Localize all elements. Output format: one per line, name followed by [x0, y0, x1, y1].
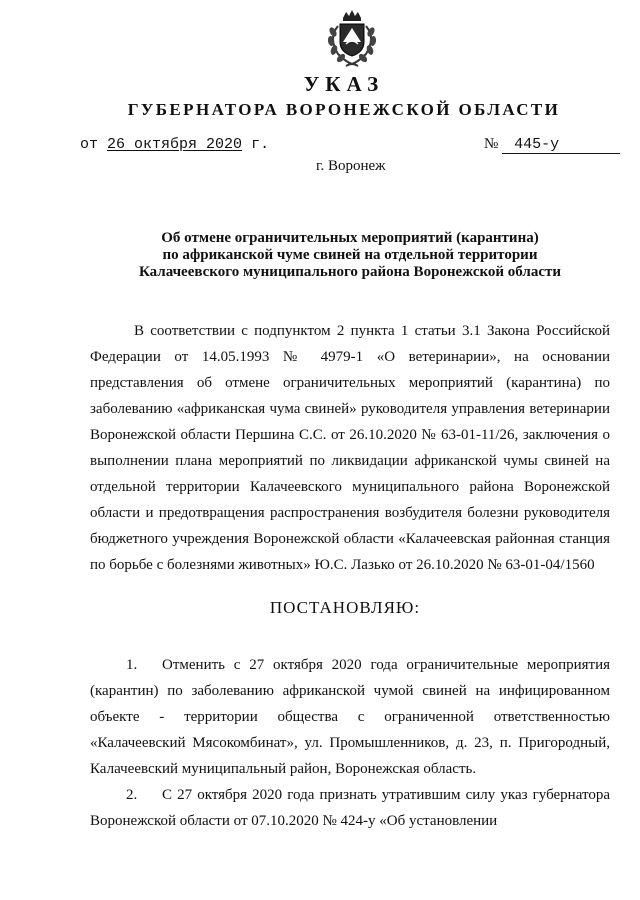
- document-title: УКАЗ: [303, 72, 385, 96]
- document-subject: [90, 230, 610, 281]
- date-suffix: г.: [251, 136, 270, 153]
- document-subtitle: ГУБЕРНАТОРА ВОРОНЕЖСКОЙ ОБЛАСТИ: [127, 100, 561, 119]
- decree-word: ПОСТАНОВЛЯЮ:: [269, 598, 421, 617]
- item-number: 1.: [126, 657, 138, 673]
- subject-line: по африканской чуме свиней на отдельной территории: [162, 247, 538, 263]
- date-prefix: от: [80, 136, 99, 153]
- subject-line: Об отмене ограничительных мероприятий (карантина): [161, 230, 539, 246]
- list-item: [90, 652, 610, 782]
- subject-line: Калачеевского муниципального района Воронежской области: [138, 264, 562, 280]
- voronezh-coat-of-arms-icon: [316, 8, 388, 72]
- date-line: [80, 136, 269, 153]
- item-number: 2.: [126, 787, 138, 803]
- number-line: [484, 136, 620, 154]
- item-text: Отменить с 27 октября 2020 года ограничительные мероприятия (карантин) по заболеванию африканской чумой свиней на инфицированном объекте - территории общества с ограниченной ответственностью «Калачеевский Мясокомбинат», ул. Промышленников, д. 23, п. Пригородный, Калачеевский муниципальный район, Воронежская область.: [90, 657, 610, 777]
- date-value: 26 октября 2020: [107, 136, 243, 153]
- list-item: [90, 782, 610, 834]
- item-text: С 27 октября 2020 года признать утратившим силу указ губернатора Воронежской области от 07.10.2020 № 424-у «Об установлении: [90, 787, 610, 829]
- city: г. Воронеж: [316, 158, 386, 174]
- preamble-paragraph: В соответствии с подпунктом 2 пункта 1 статьи 3.1 Закона Российской Федерации от 14.05.1993 № 4979-1 «О ветеринарии», на основании представления об отмене ограничительных мероприятий (карантина) по заболеванию «африканская чума свиней» руководителя управления ветеринарии Воронежской области Першина С.С. от 26.10.2020 № 63-01-11/26, заключения о выполнении плана мероприятий по ликвидации африканской чумы свиней на отдельной территории Калачеевского муниципального района Воронежской области и предотвращения распространения возбудителя болезни руководителя бюджетного учреждения Воронежской области «Калачеевская районная станция по борьбе с болезнями животных» Ю.С. Лазько от 26.10.2020 № 63-01-04/1560: [90, 323, 610, 573]
- number-value: 445-у: [502, 136, 620, 154]
- number-label: №: [484, 136, 499, 152]
